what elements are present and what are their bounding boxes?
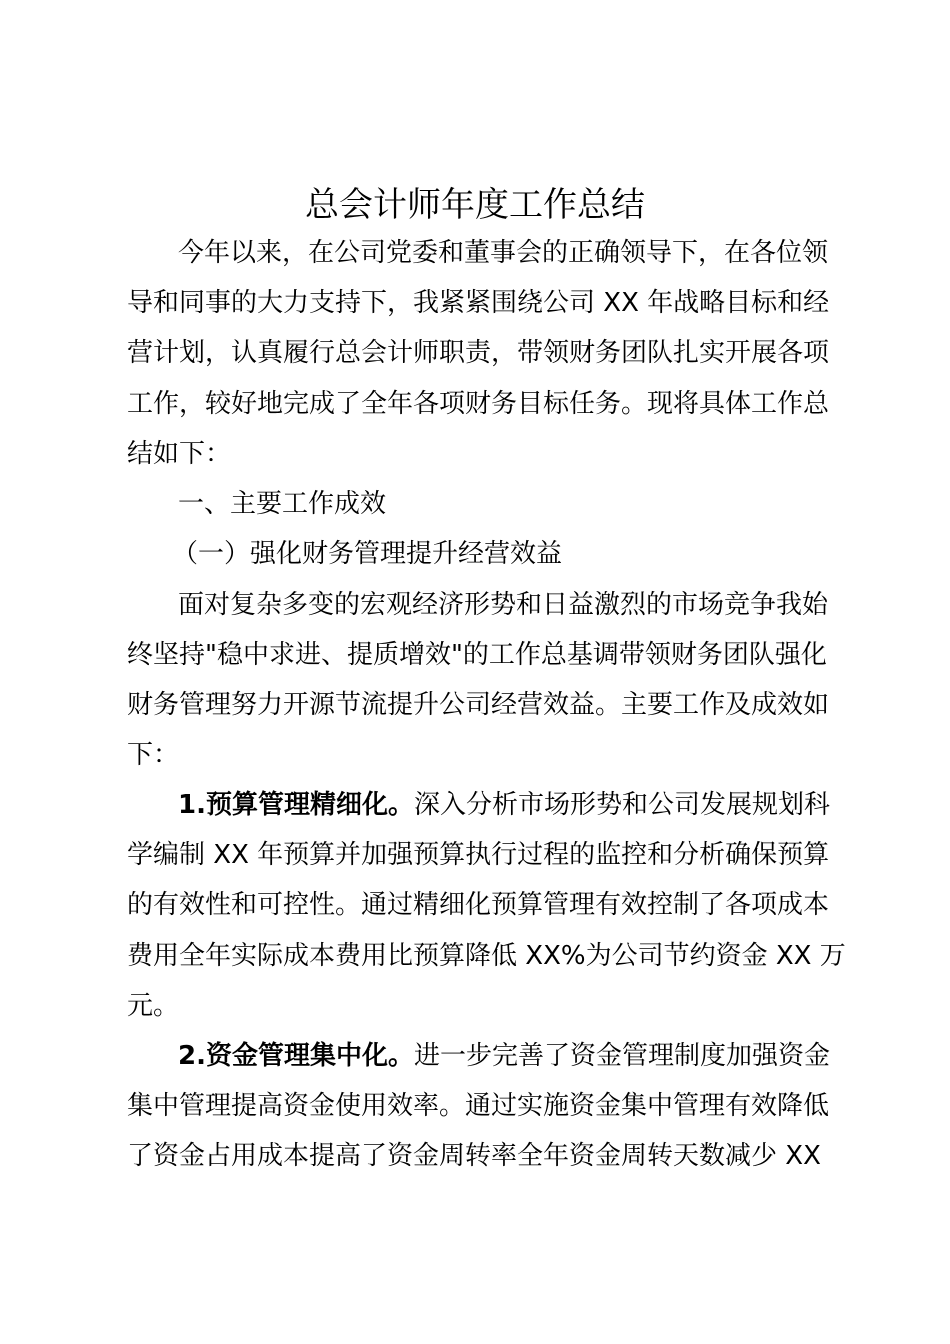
item-1-line-3: 的有效性和可控性。通过精细化预算管理有效控制了各项成本 xyxy=(127,890,830,920)
item-2-line-3: 了资金占用成本提高了资金周转率全年资金周转天数减少 XX xyxy=(127,1141,821,1171)
item-1-first-line xyxy=(178,780,830,830)
item-1-label: 1.预算管理精细化。 xyxy=(178,790,414,820)
section-heading: 一、主要工作成效 xyxy=(178,489,387,519)
intro-line-2: 导和同事的大力支持下，我紧紧围绕公司 XX 年战略目标和经 xyxy=(127,288,830,318)
item-2-line-2: 集中管理提高资金使用效率。通过实施资金集中管理有效降低 xyxy=(127,1091,830,1121)
intro-line-5: 结如下： xyxy=(127,439,232,469)
item-2-first-line-text: 进一步完善了资金管理制度加强资金 xyxy=(413,1041,830,1071)
item-2-label: 2.资金管理集中化。 xyxy=(178,1041,414,1071)
item-2-first-line xyxy=(178,1031,830,1081)
intro-line-1: 今年以来，在公司党委和董事会的正确领导下，在各位领 xyxy=(178,238,829,268)
item-1-line-2: 学编制 XX 年预算并加强预算执行过程的监控和分析确保预算 xyxy=(127,840,830,870)
intro-line-4: 工作，较好地完成了全年各项财务目标任务。现将具体工作总 xyxy=(127,389,830,419)
subsection-line-3: 财务管理努力开源节流提升公司经营效益。主要工作及成效如 xyxy=(127,690,830,720)
item-1-first-line-text: 深入分析市场形势和公司发展规划科 xyxy=(413,790,830,820)
subsection-line-4: 下： xyxy=(127,740,180,770)
document-title: 总会计师年度工作总结 xyxy=(305,185,645,225)
subsection-line-2: 终坚持"稳中求进、提质增效"的工作总基调带领财务团队强化 xyxy=(127,640,827,670)
item-1-line-4: 费用全年实际成本费用比预算降低 XX%为公司节约资金 XX 万 xyxy=(127,941,846,971)
intro-line-3: 营计划，认真履行总会计师职责，带领财务团队扎实开展各项 xyxy=(127,338,830,368)
subsection-line-1: 面对复杂多变的宏观经济形势和日益激烈的市场竞争我始 xyxy=(178,590,829,620)
item-1-line-5: 元。 xyxy=(127,991,180,1021)
subsection-heading: （一）强化财务管理提升经营效益 xyxy=(172,539,563,569)
